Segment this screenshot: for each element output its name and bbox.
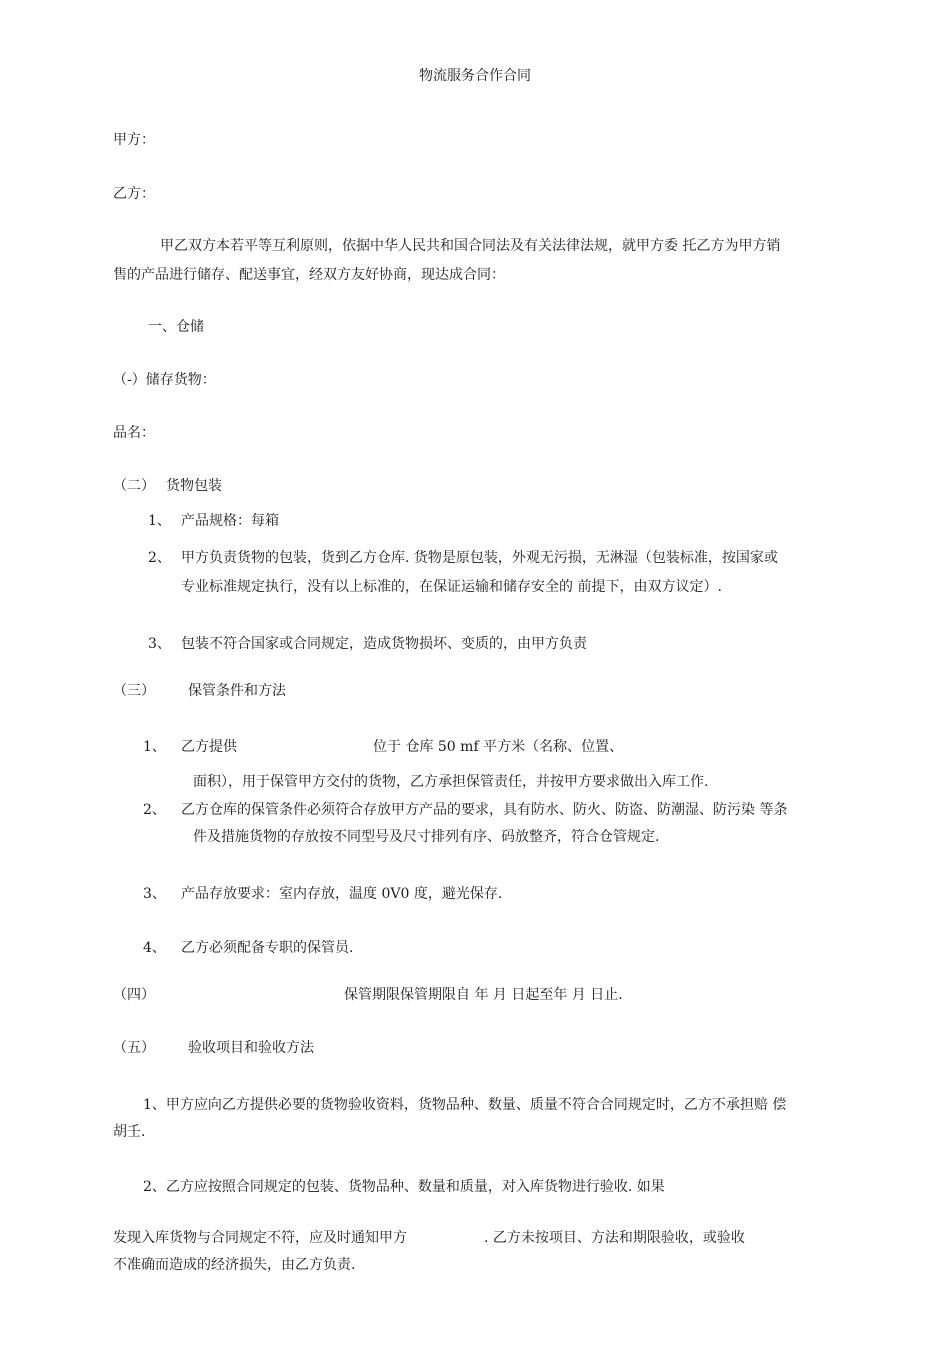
storage-item-1-text-b: 位于 仓库 50 mf 平方米（名称、位置、 [373, 739, 624, 755]
intro-paragraph-line-2: 售的产品进行储存、配送事宜，经双方友好协商，现达成合同： [113, 267, 505, 283]
inspection-paragraph-2-line-2a: 发现入库货物与合同规定不符，应及时通知甲方 [113, 1230, 407, 1246]
packaging-item-3-text: 包装不符合国家或合同规定，造成货物损坏、变质的，由甲方负责 [181, 636, 587, 652]
storage-period-text: 保管期限保管期限自 年 月 日起至年 月 日止. [344, 987, 623, 1003]
storage-item-3-text: 产品存放要求：室内存放，温度 0V0 度，避光保存. [181, 886, 503, 902]
storage-item-3-number: 3、 [143, 886, 166, 902]
subsection-3-title: 保管条件和方法 [188, 683, 286, 699]
product-name-label: 品名： [113, 425, 155, 441]
storage-item-2-line-2: 件及措施货物的存放按不同型号及尺寸排列有序、码放整齐，符合仓管规定. [193, 829, 660, 845]
storage-item-4-text: 乙方必须配备专职的保管员. [181, 940, 354, 956]
storage-item-2-line-1: 乙方仓库的保管条件必须符合存放甲方产品的要求，具有防水、防火、防盗、防潮湿、防污染 等条 [181, 802, 788, 818]
subsection-2-title: 货物包装 [166, 478, 222, 494]
packaging-item-1-number: 1、 [148, 513, 171, 529]
inspection-paragraph-2-line-2b: . 乙方未按项目、方法和期限验收，或验收 [484, 1230, 745, 1246]
party-a-label: 甲方： [113, 132, 155, 148]
inspection-paragraph-1-line-2: 胡壬. [113, 1124, 146, 1140]
subsection-5-label: （五） [113, 1040, 155, 1056]
storage-item-4-number: 4、 [143, 940, 166, 956]
subsection-5-title: 验收项目和验收方法 [188, 1040, 314, 1056]
subsection-1-heading: （-）储存货物： [113, 372, 216, 388]
section-1-heading: 一、仓储 [148, 319, 204, 335]
party-b-label: 乙方： [113, 186, 155, 202]
subsection-2-label: （二） [113, 478, 155, 494]
storage-item-1-text-a: 乙方提供 [181, 739, 237, 755]
packaging-item-3-number: 3、 [148, 636, 171, 652]
storage-item-1-text-c: 面积），用于保管甲方交付的货物，乙方承担保管责任，并按甲方要求做出入库工作. [193, 774, 709, 790]
packaging-item-1-text: 产品规格：每箱 [181, 513, 279, 529]
packaging-item-2-line-1: 甲方负责货物的包装，货到乙方仓库. 货物是原包装，外观无污损，无淋湿（包装标准，按国家或 [181, 550, 778, 566]
packaging-item-2-number: 2、 [148, 550, 171, 566]
subsection-4-label: （四） [113, 987, 155, 1003]
document-title: 物流服务合作合同 [419, 68, 531, 84]
storage-item-1-number: 1、 [143, 739, 166, 755]
subsection-3-label: （三） [113, 683, 155, 699]
intro-paragraph-line-1: 甲乙双方本若平等互利原则，依据中华人民共和国合同法及有关法律法规，就甲方委 托乙方为甲方销 [160, 238, 781, 254]
inspection-paragraph-2-line-3: 不准确而造成的经济损失，由乙方负责. [113, 1257, 356, 1273]
inspection-paragraph-1-line-1: 1、甲方应向乙方提供必要的货物验收资料，货物品种、数量、质量不符合合同规定时，乙方不承担赔 偿 [143, 1097, 787, 1113]
storage-item-2-number: 2、 [143, 802, 166, 818]
packaging-item-2-line-2: 专业标准规定执行，没有以上标准的，在保证运输和储存安全的 前提下，由双方议定）. [181, 579, 722, 595]
inspection-paragraph-2-line-1: 2、乙方应按照合同规定的包装、货物品种、数量和质量，对入库货物进行验收. 如果 [143, 1179, 665, 1195]
